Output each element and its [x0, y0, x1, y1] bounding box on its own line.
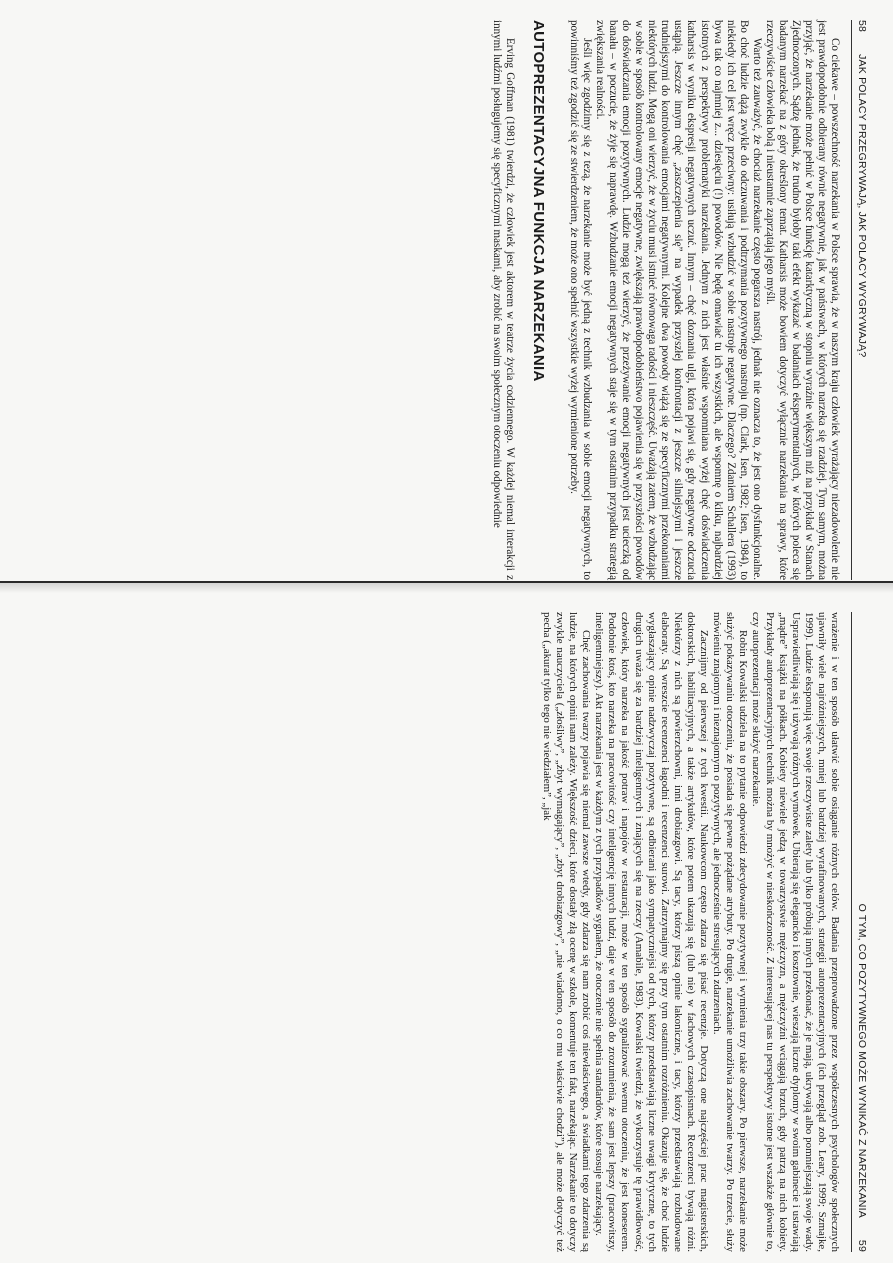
- paragraph: Warto też zauważyć, że chociaż narzekanie często pogarsza nastrój, jednak nie oznacza to, że jest ono dysfunkcjonalne. Bo choć ludzie dążą zwykle do odczuwania i podtrzymania pozytywnego nastroju (np. Clark, Isen, 1982; Isen, 1984), to niekiedy ich cel jest wręcz przeciwny: usiłują wzbudzić w sobie nastroje negatywne. Dlaczego? Zdaniem Schallera (1993) bywa tak co najmniej z... dziesięciu (!) powodów. Nie będę omawiać tu ich wszystkich, ale wspomnę o kilku, najbardziej istotnych z perspektywy problematyki narzekania. Jednym z nich jest właśnie wspomniana wyżej chęć doświadczenia katharsis w wyniku ekspresji negatywnych uczuć. Innym – chęć doznania ulgi, która pojawi się, gdy negatywne odczucia ustąpią. Jeszcze innym chęć „zaszczepienia się” na wypadek przyszłej konfrontacji z jeszcze silniejszymi i jeszcze trudniejszymi do kontrolowania emocjami negatywnymi. Kolejne dwa powody wiążą się ze specyficznymi przekonaniami niektórych ludzi. Mogą oni wierzyć, że w życiu musi istnieć równowaga radości i nieszczęść. Uważają zatem, że wzbudzając w sobie w sposób kontrolowany emocje negatywne, zwiększają prawdopodobieństwo pojawienia się w przyszłości powodów do doświadczania emocji pozytywnych. Ludzie mogą też wierzyć, że przeżywanie emocji negatywnych jest ucieczką od banału – w poczucie, że żyje się naprawdę. Wzbudzanie emocji negatywnych staje się w tym ostatnim przypadku strategią zwiększania realności.: [594, 20, 763, 580]
- paragraph: Erving Goffman (1981) twierdzi, że człowiek jest aktorem w teatrze życia codziennego. W każdej niemal interakcji z innymi ludźmi posługujemy się specyficznymi maskami, aby zrobić na swoim społecznym otoczeniu odpowiednie: [490, 20, 517, 580]
- continued-paragraph: wrażenie i w ten sposób ułatwić sobie osiąganie różnych celów. Badania przeprowadzone przez współczesnych psychologów społecznych ujawniły wiele najróżniejszych, mniej lub bardziej wyrafinowanych, strategii autoprezentacyjnych (ich przegląd zob. Leary, 1999; Szmajke, 1999). Ludzie eksponują więc swoje rzeczywiste zalety lub tylko próbują innych przekonać, że je mają, ukrywają albo pomniejszają swoje wady. Usprawiedliwiają się i używają różnych wymówek. Ubierają się elegancko i kosztownie, wieszają liczne dyplomy w swoim gabinecie i ustawiają „mądre” książki na półkach. Kobiety niewiele jedzą w towarzystwie mężczyzn, a mężczyźni wciągają brzuch, gdy patrzą na nich kobiety. Przykłady autoprezentacyjnych technik można by mnożyć w nieskończoność. Z interesującej nas tu perspektywy istotne jest wszakże głównie to, czy autoprezentacji może służyć narzekanie.: [750, 612, 841, 1252]
- paragraph: Robin Kowalski udziela na to pytanie odpowiedzi zdecydowanie pozytywnej i wymienia trzy takie obszary. Po pierwsze, narzekanie może służyć pokazywaniu otoczeniu, że posiada się pewne pożądane atrybuty. Po drugie, narzekanie umożliwia zachowanie twarzy. Po trzecie, służy mówieniu znajomym i nieznajomym o pozytywnych, ale jednocześnie stresujących zdarzeniach.: [711, 612, 750, 1252]
- paragraph: Jeśli więc zgodzimy się z tezą, że narzekanie może być jedną z technik wzbudzania w sobie emocji negatywnych, to powinniśmy też zgodzić się ze stwierdzeniem, że może ono spełnić wszystkie wyżej wymienione potrzeby.: [568, 20, 594, 580]
- running-head: [851, 612, 868, 1252]
- page-body: [490, 20, 841, 580]
- right-page: [28, 612, 868, 1252]
- paragraph: Co ciekawe – powszechność narzekania w Polsce sprawia, że w naszym kraju człowiek wyrażający niezadowolenie nie jest prawdopodobnie odbierany równie negatywnie, jak w państwach, w których narzeka się rzadziej. Tym samym, można przyjąć, że narzekanie może pełnić w Polsce funkcję katarktyczną w stopniu wyraźnie większym niż na przykład w Stanach Zjednoczonych. Sądzę jednak, że trudno byłoby taki efekt wykazać w badaniach eksperymentalnych, w których poleca się badanym narzekać na z góry określony temat. Katharsis może bowiem dotyczyć wyłącznie narzekania na sprawy, które rzeczywiście człowieka bolą i nieustannie zaprzątają jego myśli.: [763, 20, 841, 580]
- page-number: 59: [856, 1239, 868, 1252]
- page-number: 58: [856, 20, 868, 33]
- paragraph: Chęć zachowania twarzy pojawia się niemal zawsze wtedy, gdy zdarza się nam zrobić coś niewłaściwego, a świadkami tego zdarzenia są ludzie, na których opinii nam zależy. Większość dzieci, które dostały złą ocenę w szkole, komentuje ten fakt, narzekając. Narzekanie to dotyczy zwykle nauczyciela („złośliwy”, „zbyt wymagający”, „zbyt drobiazgowy”, „nie wiadomo, o co mu właściwie chodzi”), ale może dotyczyć też pecha („akurat tylko tego nie wiedziałem”, „jak: [540, 612, 593, 1252]
- running-head: [851, 20, 868, 580]
- running-head-title: O TYM, CO POZYTYWNEGO MOŻE WYNIKAĆ Z NARZEKANIA: [856, 903, 868, 1218]
- left-page: [23, 20, 868, 580]
- section-heading: AUTOPREZENTACYJNA FUNKCJA NARZEKANIA: [530, 20, 548, 382]
- paragraph: Zacznijmy od pierwszej z tych kwestii. Naukowcom często zdarza się pisać recenzje. Dotyczą one najczęściej prac magisterskich, doktorskich, habilitacyjnych, a także artykułów, które potem ukazują się (lub nie) w fachowych czasopismach. Recenzenci bywają różni. Niektórzy z nich są powierzchowni, inni drobiazgowi. Są tacy, którzy piszą opinie lakoniczne, i tacy, którzy przedstawiają rozbudowane elaboraty. Są wreszcie recenzenci łagodni i recenzenci surowi. Zatrzymajmy się przy tym ostatnim rozróżnieniu. Okazuje się, że choć ludzie wygłaszający opinie nadzwyczaj pozytywne, są odbierani jako sympatyczniejsi od tych, którzy przedstawiają liczne uwagi krytyczne, to tych drugich uważa się za bardziej inteligentnych i znających się na rzeczy (Amabile, 1983). Kowalski twierdzi, że wykorzystuje tę prawidłowość, człowiek, który narzeka na jakość potraw i napojów w restauracji, może w ten sposób sygnalizować swemu otoczeniu, że jest koneserem. Podobnie ktoś, kto narzeka na pracowitość czy inteligencję innych ludzi, daje w ten sposób do zrozumienia, że sam jest lepszy (pracowitszy, inteligentniejszy). Akt narzekania jest w każdym z tych przypadków sygnałem, że otoczenie nie spełnia standardów, które stosuje narzekający.: [593, 612, 711, 1252]
- gutter-shadow: [0, 583, 893, 593]
- running-head-title: JAK POLACY PRZEGRYWAJĄ, JAK POLACY WYGRYWAJĄ?: [856, 54, 868, 358]
- page-body: [540, 612, 841, 1252]
